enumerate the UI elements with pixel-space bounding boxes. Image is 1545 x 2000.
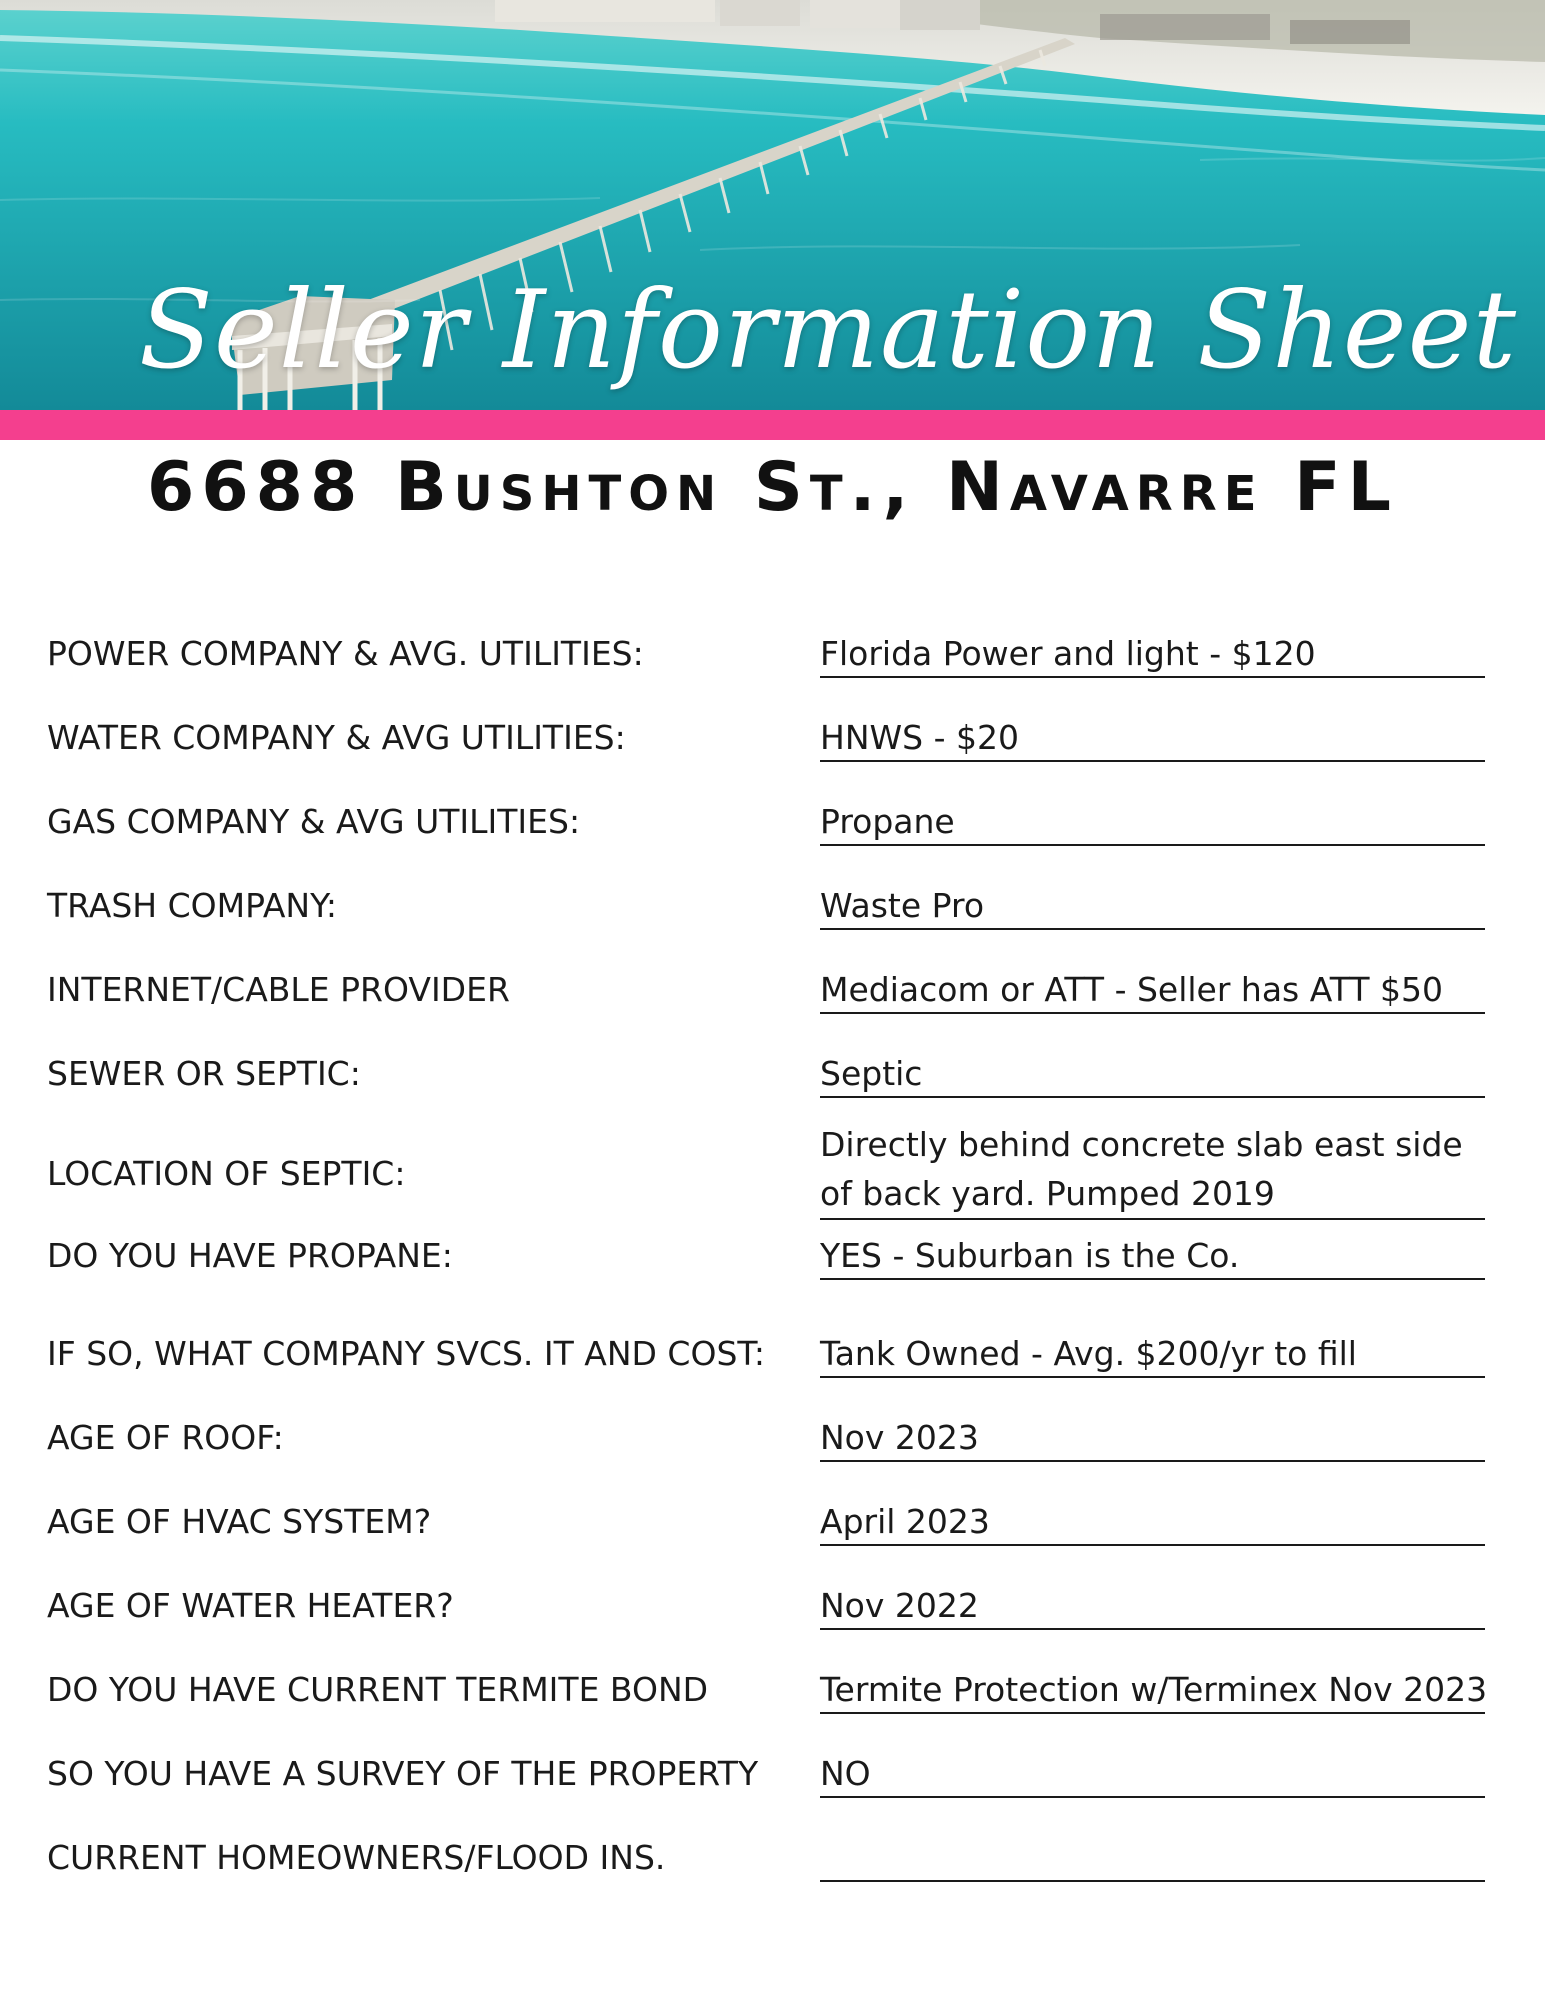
- field-value: Directly behind concrete slab east side of back yard. Pumped 2019: [820, 1125, 1463, 1213]
- field-value-line: [820, 968, 1485, 1014]
- field-value-line: [820, 1500, 1485, 1546]
- field-value: April 2023: [820, 1502, 990, 1541]
- field-value: Propane: [820, 802, 955, 841]
- field-label: DO YOU HAVE PROPANE:: [47, 1236, 453, 1275]
- field-value-line: [820, 800, 1485, 846]
- field-value: HNWS - $20: [820, 718, 1019, 757]
- field-value-line: [820, 884, 1485, 930]
- field-value-line: [820, 1120, 1485, 1220]
- field-value-line: [820, 1752, 1485, 1798]
- field-label: SO YOU HAVE A SURVEY OF THE PROPERTY: [47, 1754, 759, 1793]
- field-value-line: [820, 1836, 1485, 1882]
- field-label: LOCATION OF SEPTIC:: [47, 1154, 406, 1193]
- field-value: Waste Pro: [820, 886, 985, 925]
- field-label: CURRENT HOMEOWNERS/FLOOD INS.: [47, 1838, 666, 1877]
- field-label: GAS COMPANY & AVG UTILITIES:: [47, 802, 581, 841]
- sheet-title: Seller Information Sheet: [138, 268, 1517, 393]
- field-value-line: [820, 1332, 1485, 1378]
- field-value-line: [820, 632, 1485, 678]
- field-value: Septic: [820, 1054, 923, 1093]
- field-label: AGE OF HVAC SYSTEM?: [47, 1502, 432, 1541]
- field-label: IF SO, WHAT COMPANY SVCS. IT AND COST:: [47, 1334, 766, 1373]
- field-label: INTERNET/CABLE PROVIDER: [47, 970, 510, 1009]
- field-value: Tank Owned - Avg. $200/yr to fill: [820, 1334, 1357, 1373]
- field-value-line: [820, 1052, 1485, 1098]
- field-value: Mediacom or ATT - Seller has ATT $50: [820, 970, 1443, 1009]
- field-value-line: [820, 1416, 1485, 1462]
- field-value: Florida Power and light - $120: [820, 634, 1316, 673]
- field-label: AGE OF ROOF:: [47, 1418, 284, 1457]
- field-label: WATER COMPANY & AVG UTILITIES:: [47, 718, 626, 757]
- field-value: Termite Protection w/Terminex Nov 2023: [820, 1670, 1488, 1709]
- field-label: AGE OF WATER HEATER?: [47, 1586, 454, 1625]
- field-value: YES - Suburban is the Co.: [820, 1236, 1240, 1275]
- field-label: TRASH COMPANY:: [47, 886, 338, 925]
- field-value-line: [820, 1668, 1488, 1714]
- property-address: 6688 Bushton St., Navarre FL: [147, 448, 1398, 527]
- field-value: NO: [820, 1754, 871, 1793]
- field-value: Nov 2022: [820, 1586, 979, 1625]
- field-label: DO YOU HAVE CURRENT TERMITE BOND: [47, 1670, 709, 1709]
- field-label: POWER COMPANY & AVG. UTILITIES:: [47, 634, 644, 673]
- field-value: Nov 2023: [820, 1418, 979, 1457]
- field-value-line: [820, 716, 1485, 762]
- field-value-line: [820, 1584, 1485, 1630]
- field-label: SEWER OR SEPTIC:: [47, 1054, 361, 1093]
- field-value-line: [820, 1234, 1485, 1280]
